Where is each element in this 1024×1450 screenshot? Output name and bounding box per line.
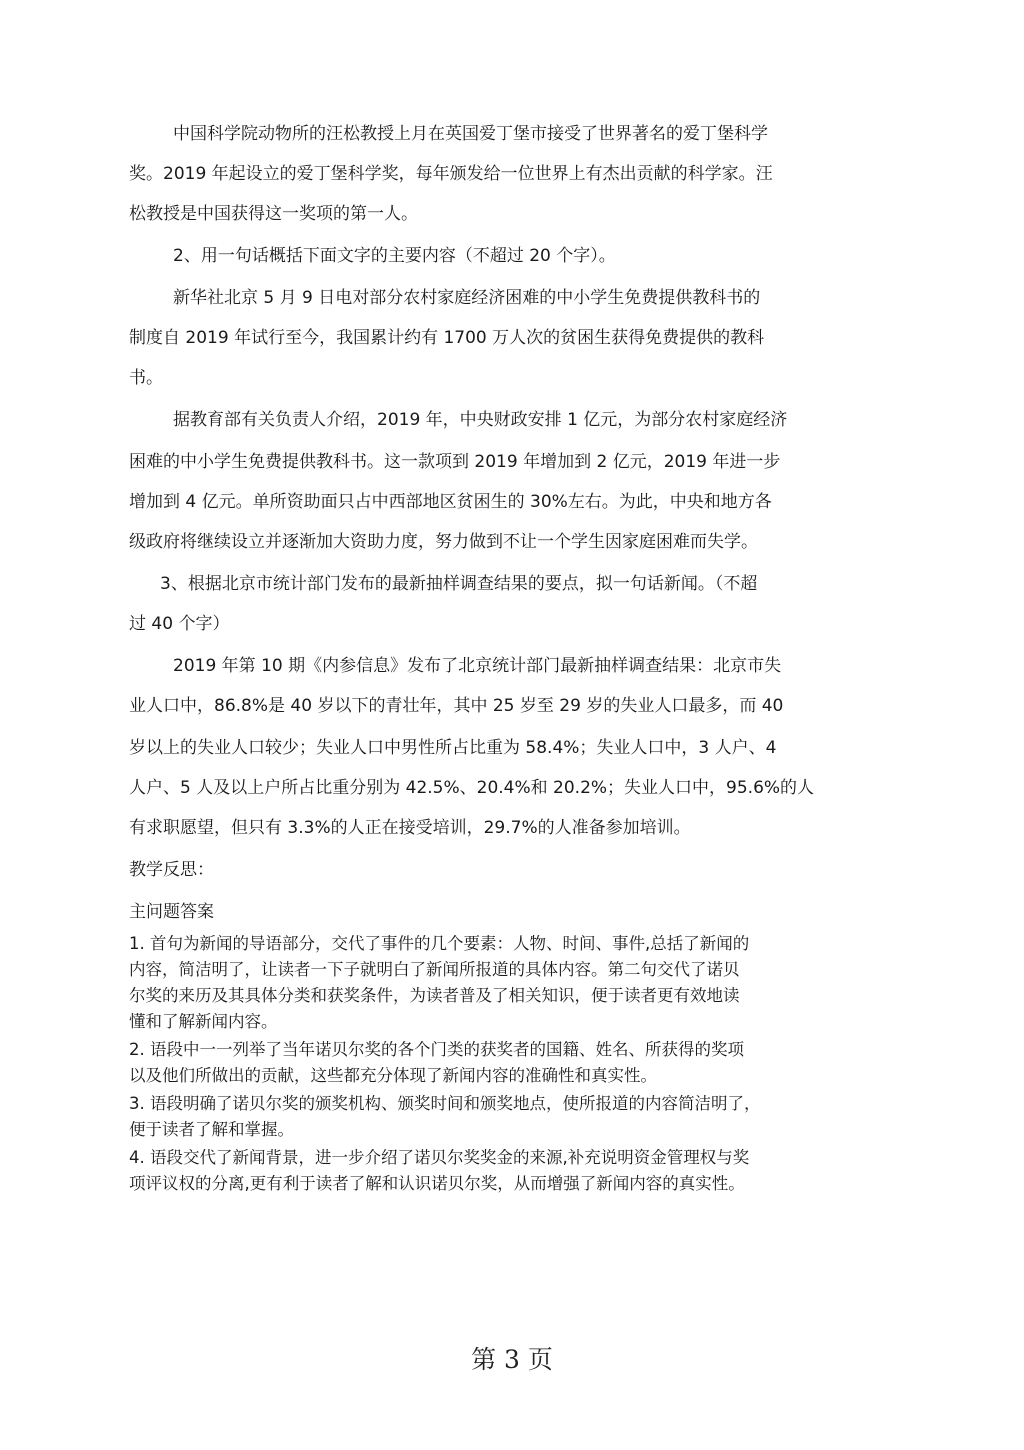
answer-line: 项评议权的分离,更有利于读者了解和认识诺贝尔奖，从而增强了新闻内容的真实性。: [129, 1174, 745, 1193]
answer-line: 尔奖的来历及其具体分类和获奖条件，为读者普及了相关知识，便于读者更有效地读: [129, 986, 740, 1005]
text-line: 困难的中小学生免费提供教科书。这一款项到 2019 年增加到 2 亿元，2019 年进一步: [129, 452, 781, 472]
answer-line: 1. 首句为新闻的导语部分，交代了事件的几个要素：人物、时间、事件,总括了新闻的: [129, 934, 750, 953]
text-line: 书。: [129, 368, 163, 388]
text-line: 中国科学院动物所的汪松教授上月在英国爱丁堡市接受了世界著名的爱丁堡科学: [173, 124, 768, 144]
text-line: 级政府将继续设立并逐渐加大资助力度，努力做到不让一个学生因家庭困难而失学。: [129, 532, 758, 552]
answer-line: 以及他们所做出的贡献，这些都充分体现了新闻内容的准确性和真实性。: [129, 1066, 657, 1085]
text-line: 制度自 2019 年试行至今，我国累计约有 1700 万人次的贫困生获得免费提供的教科: [129, 328, 765, 348]
text-line: 据教育部有关负责人介绍，2019 年，中央财政安排 1 亿元，为部分农村家庭经济: [173, 410, 788, 430]
answer-line: 便于读者了解和掌握。: [129, 1120, 294, 1139]
text-line: 人户、5 人及以上户所占比重分别为 42.5%、20.4%和 20.2%；失业人口中，95.6%的人: [129, 778, 815, 798]
answer-line: 3. 语段明确了诺贝尔奖的颁奖机构、颁奖时间和颁奖地点，使所报道的内容简洁明了，: [129, 1094, 761, 1113]
question-heading: 2、用一句话概括下面文字的主要内容（不超过 20 个字）。: [173, 246, 616, 266]
text-line: 新华社北京 5 月 9 日电对部分农村家庭经济困难的中小学生免费提供教科书的: [173, 288, 761, 308]
answer-line: 内容，简洁明了，让读者一下子就明白了新闻所报道的具体内容。第二句交代了诺贝: [129, 960, 740, 979]
text-line: 2019 年第 10 期《内参信息》发布了北京统计部门最新抽样调查结果：北京市失: [173, 656, 782, 676]
text-line: 增加到 4 亿元。单所资助面只占中西部地区贫困生的 30%左右。为此，中央和地方各: [129, 492, 772, 512]
text-line: 过 40 个字）: [129, 614, 230, 634]
text-line: 岁以上的失业人口较少；失业人口中男性所占比重为 58.4%；失业人口中，3 人户、4: [129, 738, 777, 758]
section-heading: 教学反思：: [129, 860, 214, 880]
section-heading: 主问题答案: [129, 902, 214, 922]
text-line: 有求职愿望，但只有 3.3%的人正在接受培训，29.7%的人准备参加培训。: [129, 818, 691, 838]
text-line: 松教授是中国获得这一奖项的第一人。: [129, 204, 418, 224]
answer-line: 2. 语段中一一列举了当年诺贝尔奖的各个门类的获奖者的国籍、姓名、所获得的奖项: [129, 1040, 744, 1059]
text-line: 业人口中，86.8%是 40 岁以下的青壮年，其中 25 岁至 29 岁的失业人口最多，而 40: [129, 696, 784, 716]
answer-line: 懂和了解新闻内容。: [129, 1012, 278, 1031]
page-number: 第 3 页: [471, 1345, 553, 1374]
text-line: 奖。2019 年起设立的爱丁堡科学奖，每年颁发给一位世界上有杰出贡献的科学家。汪: [129, 164, 773, 184]
answer-line: 4. 语段交代了新闻背景，进一步介绍了诺贝尔奖奖金的来源,补充说明资金管理权与奖: [129, 1148, 750, 1167]
question-heading: 3、根据北京市统计部门发布的最新抽样调查结果的要点，拟一句话新闻。（不超: [160, 574, 758, 594]
